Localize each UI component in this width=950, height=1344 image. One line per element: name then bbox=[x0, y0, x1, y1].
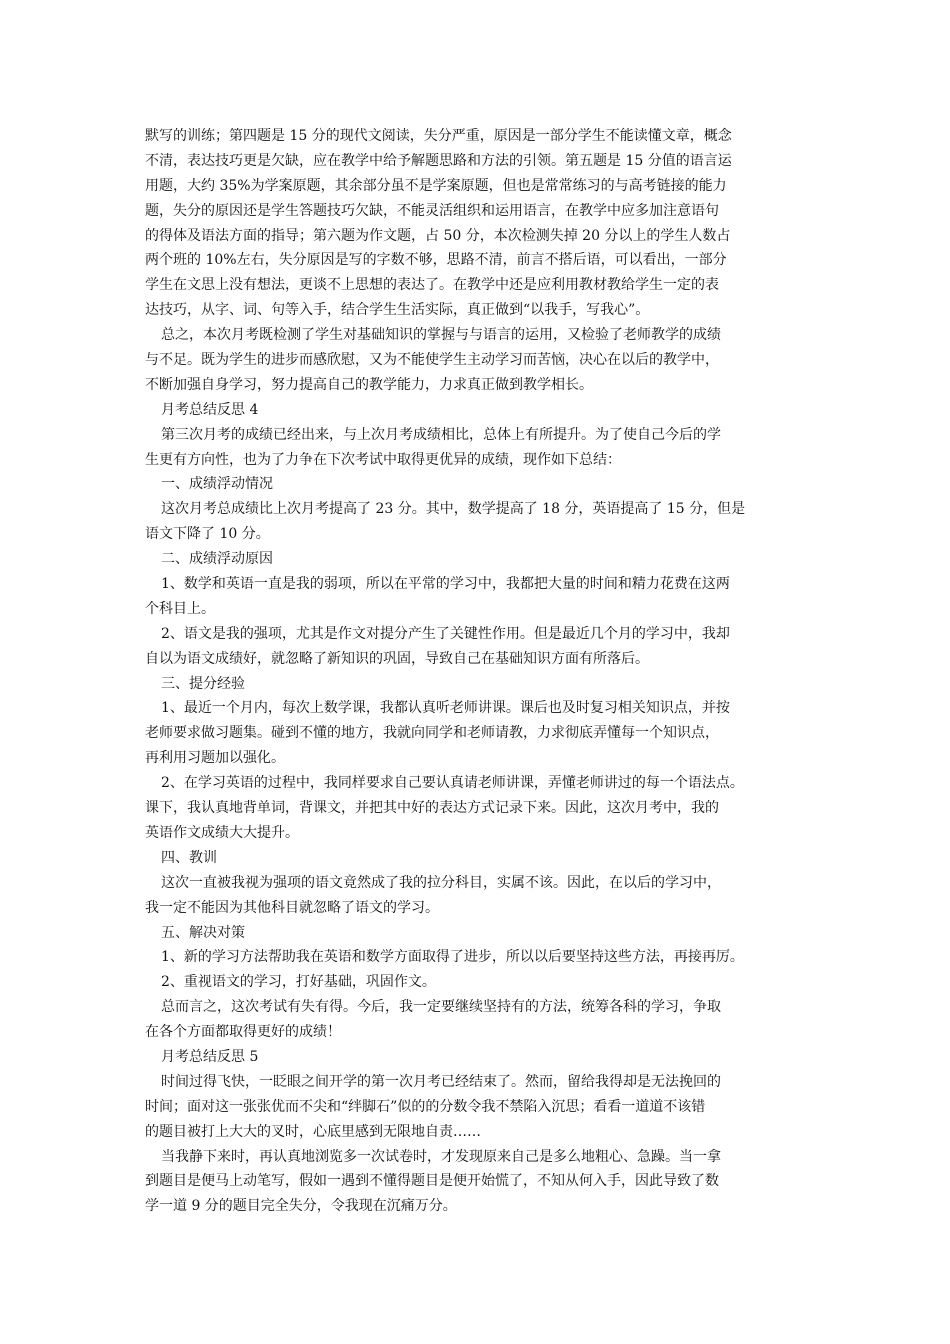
text-line: 月考总结反思 5 bbox=[161, 1048, 259, 1065]
text-line: 2、语文是我的强项，尤其是作文对提分产生了关键性作用。但是最近几个月的学习中，我却 bbox=[161, 625, 730, 642]
text-line: 默写的训练；第四题是 15 分的现代文阅读，失分严重，原因是一部分学生不能读懂文章，概念 bbox=[145, 128, 732, 144]
text-line: 学生在文思上没有想法，更谈不上思想的表达了。在教学中还是应利用教材教给学生一定的表 bbox=[145, 277, 719, 294]
text-line: 月考总结反思 4 bbox=[161, 401, 259, 418]
text-line: 第三次月考的成绩已经出来，与上次月考成绩相比，总体上有所提升。为了使自己今后的学 bbox=[161, 426, 721, 443]
text-line: 1、最近一个月内，每次上数学课，我都认真听老师讲课。课后也及时复习相关知识点，并按 bbox=[161, 700, 730, 717]
text-line: 的题目被打上大大的叉时，心底里感到无限地自责…… bbox=[145, 1123, 481, 1140]
text-line: 的得体及语法方面的指导；第六题为作文题，占 50 分，本次检测失掉 20 分以上的学生人数占 bbox=[145, 227, 731, 244]
text-line: 与不足。既为学生的进步而感欣慰，又为不能使学生主动学习而苦恼，决心在以后的教学中， bbox=[145, 352, 719, 369]
text-line: 2、在学习英语的过程中，我同样要求自己要认真请老师讲课，弄懂老师讲过的每一个语法点。 bbox=[161, 775, 744, 792]
text-line: 自以为语文成绩好，就忽略了新知识的巩固，导致自己在基础知识方面有所落后。 bbox=[145, 650, 649, 667]
text-line: 不清，表达技巧更是欠缺，应在教学中给予解题思路和方法的引领。第五题是 15 分值的语言运 bbox=[145, 152, 732, 169]
text-line: 二、成绩浮动原因 bbox=[161, 551, 273, 568]
text-line: 老师要求做习题集。碰到不懂的地方，我就向同学和老师请教，力求彻底弄懂每一个知识点， bbox=[145, 725, 719, 742]
text-line: 这次月考总成绩比上次月考提高了 23 分。其中，数学提高了 18 分，英语提高了 15 分，但是 bbox=[161, 501, 746, 518]
text-line: 语文下降了 10 分。 bbox=[145, 526, 270, 543]
text-line: 五、解决对策 bbox=[161, 924, 245, 941]
text-line: 我一定不能因为其他科目就忽略了语文的学习。 bbox=[145, 899, 439, 916]
text-line: 课下，我认真地背单词，背课文，并把其中好的表达方式记录下来。因此，这次月考中，我的 bbox=[145, 800, 719, 817]
text-line: 题，失分的原因还是学生答题技巧欠缺，不能灵活组织和运用语言，在教学中应多加注意语句 bbox=[145, 202, 719, 219]
text-line: 当我静下来时，再认真地浏览多一次试卷时，才发现原来自己是多么地粗心、急躁。当一拿 bbox=[161, 1148, 721, 1165]
text-line: 用题，大约 35%为学案原题，其余部分虽不是学案原题，但也是常常练习的与高考链接的能力 bbox=[145, 177, 727, 194]
text-line: 总之，本次月考既检测了学生对基础知识的掌握与与语言的运用，又检验了老师教学的成绩 bbox=[161, 327, 721, 344]
text-line: 达技巧，从字、词、句等入手，结合学生生活实际，真正做到“以我手，写我心”。 bbox=[145, 302, 650, 319]
text-line: 1、数学和英语一直是我的弱项，所以在平常的学习中，我都把大量的时间和精力花费在这两 bbox=[161, 576, 730, 593]
text-line: 不断加强自身学习，努力提高自己的教学能力，力求真正做到教学相长。 bbox=[145, 376, 593, 393]
text-line: 时间；面对这一张张优而不尖和“绊脚石”似的的分数令我不禁陷入沉思；看看一道道不该错 bbox=[145, 1098, 706, 1115]
text-line: 总而言之，这次考试有失有得。今后，我一定要继续坚持有的方法，统筹各科的学习，争取 bbox=[161, 999, 721, 1016]
text-line: 三、提分经验 bbox=[161, 675, 245, 692]
text-line: 时间过得飞快，一眨眼之间开学的第一次月考已经结束了。然而，留给我得却是无法挽回的 bbox=[161, 1073, 721, 1090]
text-line: 英语作文成绩大大提升。 bbox=[145, 824, 299, 841]
text-line: 再利用习题加以强化。 bbox=[145, 750, 285, 767]
text-line: 一、成绩浮动情况 bbox=[161, 476, 273, 493]
text-line: 学一道 9 分的题目完全失分，令我现在沉痛万分。 bbox=[145, 1198, 457, 1215]
text-line: 生更有方向性，也为了力争在下次考试中取得更优异的成绩，现作如下总结： bbox=[145, 451, 621, 468]
document-body bbox=[145, 124, 850, 1219]
text-line: 这次一直被我视为强项的语文竟然成了我的拉分科目，实属不该。因此，在以后的学习中， bbox=[161, 874, 721, 891]
text-line: 1、新的学习方法帮助我在英语和数学方面取得了进步，所以以后要坚持这些方法，再接再厉。 bbox=[161, 949, 744, 966]
text-line: 2、重视语文的学习，打好基础，巩固作文。 bbox=[161, 974, 436, 991]
text-line: 两个班的 10%左右，失分原因是写的字数不够，思路不清，前言不搭后语，可以看出，一部分 bbox=[145, 252, 727, 269]
text-line: 在各个方面都取得更好的成绩！ bbox=[145, 1024, 341, 1041]
text-line: 到题目是便马上动笔写，假如一遇到不懂得题目是便开始慌了，不知从何入手，因此导致了数 bbox=[145, 1173, 719, 1190]
text-line: 个科目上。 bbox=[145, 600, 215, 617]
text-line: 四、教训 bbox=[161, 849, 217, 866]
